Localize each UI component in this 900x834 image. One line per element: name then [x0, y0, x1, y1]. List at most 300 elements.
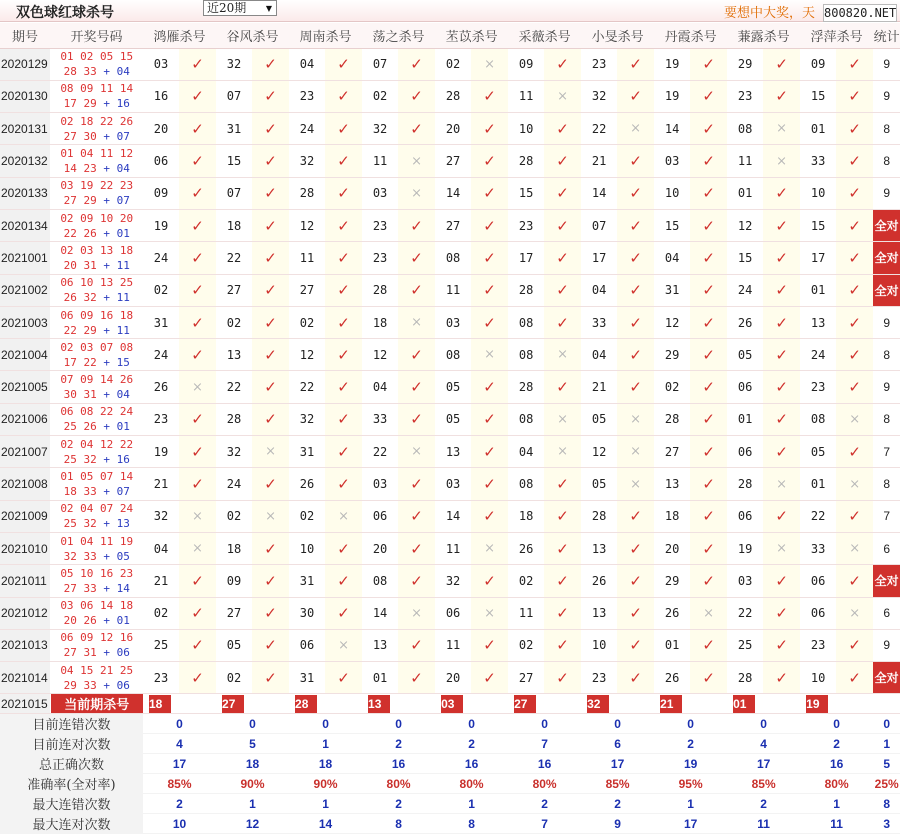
check-icon: ✓: [617, 597, 654, 629]
period-cell: 2020131: [0, 113, 50, 145]
summary-value: 10: [143, 814, 216, 834]
blue-ball: + 11: [96, 291, 130, 305]
red-balls: 04 15 21 25: [60, 663, 134, 677]
kill-number: 05: [800, 436, 836, 468]
summary-value: 2: [435, 734, 508, 754]
kill-number: 25: [727, 629, 763, 661]
summary-value: 16: [800, 754, 873, 774]
kill-number: 18: [362, 306, 398, 338]
kill-number: 06: [289, 629, 325, 661]
kill-number: 11: [435, 629, 471, 661]
summary-value: 8: [362, 814, 435, 834]
column-header: 苤苡杀号: [435, 23, 508, 48]
summary-value: 0: [654, 714, 727, 734]
check-icon: ✓: [544, 209, 581, 241]
draw-line: [51, 372, 144, 387]
kill-number: 01: [800, 113, 836, 145]
kill-number: 20: [435, 662, 471, 694]
check-icon: ✓: [763, 306, 800, 338]
check-icon: ✓: [398, 532, 435, 564]
kill-number: 06: [435, 597, 471, 629]
check-icon: ✓: [252, 371, 289, 403]
draw-line: [51, 226, 144, 241]
kill-number: 17: [581, 242, 617, 274]
kill-number: 23: [143, 403, 179, 435]
check-icon: ✓: [836, 436, 873, 468]
stat-cell: 8: [873, 145, 900, 177]
cross-icon: ×: [763, 113, 800, 145]
kill-number: 32: [435, 565, 471, 597]
current-pick: 01: [733, 695, 755, 713]
kill-number: 28: [508, 145, 544, 177]
check-icon: ✓: [763, 242, 800, 274]
kill-number: 08: [508, 339, 544, 371]
red-balls: 27 29: [63, 194, 97, 208]
table-row: [0, 209, 900, 241]
kill-number: 26: [654, 597, 690, 629]
check-icon: ✓: [836, 629, 873, 661]
kill-number: 26: [727, 306, 763, 338]
summary-value: 90%: [289, 774, 362, 794]
kill-number: 15: [216, 145, 252, 177]
check-icon: ✓: [325, 436, 362, 468]
check-icon: ✓: [471, 274, 508, 306]
summary-value: 1: [216, 794, 289, 814]
blue-ball: + 01: [96, 614, 130, 628]
kill-number: 24: [289, 113, 325, 145]
cross-icon: ×: [836, 597, 873, 629]
kill-number: 10: [800, 662, 836, 694]
kill-number: 13: [800, 306, 836, 338]
check-icon: ✓: [325, 48, 362, 80]
kill-number: 20: [143, 113, 179, 145]
check-icon: ✓: [690, 371, 727, 403]
check-icon: ✓: [252, 80, 289, 112]
red-balls: 03 19 22 23: [60, 179, 134, 193]
table-row: [0, 371, 900, 403]
summary-value: 95%: [654, 774, 727, 794]
blue-ball: + 07: [96, 194, 130, 208]
cross-icon: ×: [179, 532, 216, 564]
period-cell: 2021004: [0, 339, 50, 371]
check-icon: ✓: [763, 629, 800, 661]
kill-number: 05: [216, 629, 252, 661]
summary-value: 17: [143, 754, 216, 774]
draw-line: [51, 114, 144, 129]
kill-number: 24: [216, 468, 252, 500]
check-icon: ✓: [398, 371, 435, 403]
kill-number: 01: [727, 403, 763, 435]
cross-icon: ×: [763, 532, 800, 564]
kill-number: 15: [654, 209, 690, 241]
kill-number: 26: [508, 532, 544, 564]
check-icon: ✓: [471, 145, 508, 177]
stat-cell: 9: [873, 177, 900, 209]
draw-line: [51, 613, 144, 628]
draw-line: [51, 437, 144, 452]
stat-cell: 9: [873, 371, 900, 403]
summary-value: 1: [654, 794, 727, 814]
check-icon: ✓: [179, 468, 216, 500]
cross-icon: ×: [325, 629, 362, 661]
check-icon: ✓: [617, 629, 654, 661]
blue-ball: + 11: [96, 258, 130, 272]
blue-ball: + 01: [96, 420, 130, 434]
kill-number: 05: [581, 403, 617, 435]
cross-icon: ×: [325, 500, 362, 532]
kill-number: 11: [362, 145, 398, 177]
red-balls: 02 03 13 18: [60, 243, 134, 257]
check-icon: ✓: [325, 403, 362, 435]
summary-value: 2: [508, 794, 581, 814]
summary-row: [0, 734, 900, 754]
red-balls: 02 18 22 26: [60, 114, 134, 128]
kill-number: 11: [289, 242, 325, 274]
check-icon: ✓: [179, 80, 216, 112]
kill-number: 28: [581, 500, 617, 532]
summary-value: 8: [435, 814, 508, 834]
check-icon: ✓: [544, 468, 581, 500]
kill-number: 28: [216, 403, 252, 435]
summary-label: 最大连错次数: [0, 794, 143, 814]
draw-line: [51, 598, 144, 613]
kill-number: 23: [581, 662, 617, 694]
kill-number: 02: [143, 597, 179, 629]
cross-icon: ×: [544, 436, 581, 468]
period-cell: 2021001: [0, 242, 50, 274]
check-icon: ✓: [252, 565, 289, 597]
table-row: [0, 403, 900, 435]
cross-icon: ×: [617, 468, 654, 500]
blue-ball: + 14: [96, 581, 130, 595]
red-balls: 06 08 22 24: [60, 405, 134, 419]
cross-icon: ×: [836, 403, 873, 435]
check-icon: ✓: [617, 306, 654, 338]
check-icon: ✓: [179, 113, 216, 145]
check-icon: ✓: [471, 565, 508, 597]
kill-number: 02: [362, 80, 398, 112]
current-pick-cell: [800, 694, 873, 714]
kill-number: 10: [289, 532, 325, 564]
kill-number: 23: [362, 242, 398, 274]
summary-value: 4: [727, 734, 800, 754]
kill-number: 18: [216, 532, 252, 564]
cross-icon: ×: [179, 500, 216, 532]
kill-number: 23: [508, 209, 544, 241]
check-icon: ✓: [544, 532, 581, 564]
summary-value: 16: [508, 754, 581, 774]
check-icon: ✓: [325, 371, 362, 403]
summary-value: 2: [581, 794, 654, 814]
check-icon: ✓: [836, 339, 873, 371]
kill-number: 04: [654, 242, 690, 274]
kill-number: 23: [800, 629, 836, 661]
current-pick: 27: [222, 695, 244, 713]
red-balls: 06 10 13 25: [60, 276, 134, 290]
summary-value: 80%: [435, 774, 508, 794]
check-icon: ✓: [617, 80, 654, 112]
summary-value: 8: [873, 794, 900, 814]
summary-value: 2: [362, 794, 435, 814]
kill-number: 22: [800, 500, 836, 532]
draw-line: [51, 290, 144, 305]
check-icon: ✓: [690, 242, 727, 274]
kill-number: 11: [508, 80, 544, 112]
kill-number: 27: [435, 145, 471, 177]
summary-value: 1: [289, 794, 362, 814]
draw-line: [51, 645, 144, 660]
draw-line: [51, 566, 144, 581]
check-icon: ✓: [836, 565, 873, 597]
check-icon: ✓: [325, 145, 362, 177]
kill-number: 23: [581, 48, 617, 80]
period-cell: 2021002: [0, 274, 50, 306]
check-icon: ✓: [690, 80, 727, 112]
check-icon: ✓: [690, 339, 727, 371]
draw-line: [51, 323, 144, 338]
kill-number: 08: [508, 403, 544, 435]
period-cell: 2021015: [0, 694, 50, 714]
draw-numbers: [50, 145, 143, 177]
check-icon: ✓: [617, 662, 654, 694]
kill-number: 16: [143, 80, 179, 112]
draw-line: [51, 129, 144, 144]
summary-value: 16: [362, 754, 435, 774]
check-icon: ✓: [471, 209, 508, 241]
check-icon: ✓: [398, 48, 435, 80]
kill-number: 26: [143, 371, 179, 403]
red-balls: 20 31: [63, 258, 97, 272]
draw-line: [51, 258, 144, 273]
kill-number: 26: [289, 468, 325, 500]
check-icon: ✓: [544, 274, 581, 306]
kill-number: 27: [289, 274, 325, 306]
check-icon: ✓: [544, 177, 581, 209]
blue-ball: + 13: [96, 517, 130, 531]
blue-ball: + 05: [96, 549, 130, 563]
red-balls: 17 29: [63, 97, 97, 111]
kill-number: 02: [216, 662, 252, 694]
period-select[interactable]: [203, 0, 277, 16]
kill-number: 04: [362, 371, 398, 403]
current-pick: 28: [295, 695, 317, 713]
promo-text[interactable]: 要想中大奖，天: [724, 6, 816, 21]
draw-line: [51, 355, 144, 370]
summary-row: [0, 754, 900, 774]
kill-number: 31: [654, 274, 690, 306]
page-title: 双色球红球杀号: [16, 5, 114, 21]
kill-number: 30: [289, 597, 325, 629]
check-icon: ✓: [763, 339, 800, 371]
kill-number: 03: [727, 565, 763, 597]
summary-value: 0: [800, 714, 873, 734]
column-header: 荡之杀号: [362, 23, 435, 48]
draw-line: [51, 678, 144, 693]
draw-line: [51, 49, 144, 64]
period-cell: 2021014: [0, 662, 50, 694]
kill-number: 12: [289, 209, 325, 241]
kill-number: 28: [508, 371, 544, 403]
kill-number: 19: [727, 532, 763, 564]
kill-number: 31: [289, 436, 325, 468]
kill-number: 32: [289, 403, 325, 435]
summary-value: 2: [654, 734, 727, 754]
kill-number: 12: [581, 436, 617, 468]
kill-number: 21: [581, 145, 617, 177]
draw-line: [51, 404, 144, 419]
summary-row: [0, 814, 900, 834]
kill-number: 15: [800, 209, 836, 241]
check-icon: ✓: [690, 145, 727, 177]
draw-line: [51, 146, 144, 161]
table-row: [0, 436, 900, 468]
check-icon: ✓: [617, 177, 654, 209]
check-icon: ✓: [617, 339, 654, 371]
red-balls: 22 29: [63, 323, 97, 337]
check-icon: ✓: [690, 177, 727, 209]
draw-line: [51, 581, 144, 596]
kill-number: 21: [143, 468, 179, 500]
red-balls: 05 10 16 23: [60, 566, 134, 580]
check-icon: ✓: [690, 532, 727, 564]
check-icon: ✓: [398, 565, 435, 597]
check-icon: ✓: [471, 436, 508, 468]
current-label: 当前期杀号: [50, 694, 143, 714]
kill-number-table: [0, 23, 900, 834]
check-icon: ✓: [836, 242, 873, 274]
header-row: [0, 23, 900, 48]
summary-value: 3: [873, 814, 900, 834]
check-icon: ✓: [179, 597, 216, 629]
blue-ball: + 11: [96, 323, 130, 337]
check-icon: ✓: [398, 403, 435, 435]
kill-number: 02: [654, 371, 690, 403]
kill-number: 12: [289, 339, 325, 371]
summary-value: 12: [216, 814, 289, 834]
kill-number: 01: [362, 662, 398, 694]
kill-number: 31: [143, 306, 179, 338]
check-icon: ✓: [252, 339, 289, 371]
check-icon: ✓: [179, 662, 216, 694]
cross-icon: ×: [617, 403, 654, 435]
check-icon: ✓: [836, 145, 873, 177]
column-header: 周南杀号: [289, 23, 362, 48]
kill-number: 21: [581, 371, 617, 403]
summary-value: 6: [581, 734, 654, 754]
kill-number: 32: [362, 113, 398, 145]
stat-cell: 8: [873, 468, 900, 500]
kill-number: 07: [216, 80, 252, 112]
column-header: 谷风杀号: [216, 23, 289, 48]
kill-number: 14: [581, 177, 617, 209]
kill-number: 06: [800, 597, 836, 629]
kill-number: 12: [362, 339, 398, 371]
check-icon: ✓: [179, 306, 216, 338]
check-icon: ✓: [252, 177, 289, 209]
summary-value: 2: [143, 794, 216, 814]
kill-number: 03: [435, 468, 471, 500]
kill-number: 20: [435, 113, 471, 145]
check-icon: ✓: [836, 306, 873, 338]
kill-number: 05: [435, 403, 471, 435]
summary-value: 2: [800, 734, 873, 754]
kill-number: 02: [508, 629, 544, 661]
column-header: 采薇杀号: [508, 23, 581, 48]
kill-number: 20: [362, 532, 398, 564]
stat-cell: [873, 694, 900, 714]
summary-row: [0, 794, 900, 814]
red-balls: 02 04 12 22: [60, 437, 134, 451]
draw-line: [51, 64, 144, 79]
check-icon: ✓: [763, 500, 800, 532]
blue-ball: + 16: [96, 97, 130, 111]
kill-number: 06: [727, 371, 763, 403]
check-icon: ✓: [471, 80, 508, 112]
kill-number: 12: [727, 209, 763, 241]
draw-line: [51, 161, 144, 176]
kill-number: 05: [581, 468, 617, 500]
check-icon: ✓: [325, 209, 362, 241]
summary-value: 0: [581, 714, 654, 734]
table-row: [0, 242, 900, 274]
kill-number: 03: [362, 468, 398, 500]
kill-number: 28: [727, 662, 763, 694]
check-icon: ✓: [252, 532, 289, 564]
summary-value: 0: [508, 714, 581, 734]
kill-number: 19: [143, 436, 179, 468]
summary-value: 18: [289, 754, 362, 774]
summary-label: 最大连对次数: [0, 814, 143, 834]
draw-numbers: [50, 48, 143, 80]
check-icon: ✓: [836, 274, 873, 306]
check-icon: ✓: [763, 48, 800, 80]
draw-numbers: [50, 565, 143, 597]
draw-numbers: [50, 500, 143, 532]
check-icon: ✓: [325, 597, 362, 629]
cross-icon: ×: [398, 177, 435, 209]
draw-line: [51, 340, 144, 355]
kill-number: 32: [216, 436, 252, 468]
kill-number: 02: [435, 48, 471, 80]
column-header: 蒹露杀号: [727, 23, 800, 48]
summary-value: 0: [727, 714, 800, 734]
summary-value: 25%: [873, 774, 900, 794]
check-icon: ✓: [325, 242, 362, 274]
summary-label: 总正确次数: [0, 754, 143, 774]
check-icon: ✓: [763, 662, 800, 694]
check-icon: ✓: [471, 242, 508, 274]
table-row: [0, 306, 900, 338]
period-cell: 2020130: [0, 80, 50, 112]
cross-icon: ×: [471, 532, 508, 564]
draw-line: [51, 211, 144, 226]
check-icon: ✓: [763, 403, 800, 435]
stat-cell: 9: [873, 80, 900, 112]
check-icon: ✓: [325, 80, 362, 112]
period-cell: 2021006: [0, 403, 50, 435]
kill-number: 26: [581, 565, 617, 597]
kill-number: 27: [654, 436, 690, 468]
kill-number: 14: [435, 500, 471, 532]
current-pick-cell: [581, 694, 654, 714]
summary-value: 18: [216, 754, 289, 774]
kill-number: 01: [654, 629, 690, 661]
kill-number: 22: [289, 371, 325, 403]
table-row: [0, 500, 900, 532]
check-icon: ✓: [617, 532, 654, 564]
stat-cell: 全对: [873, 565, 900, 597]
summary-row: [0, 714, 900, 734]
